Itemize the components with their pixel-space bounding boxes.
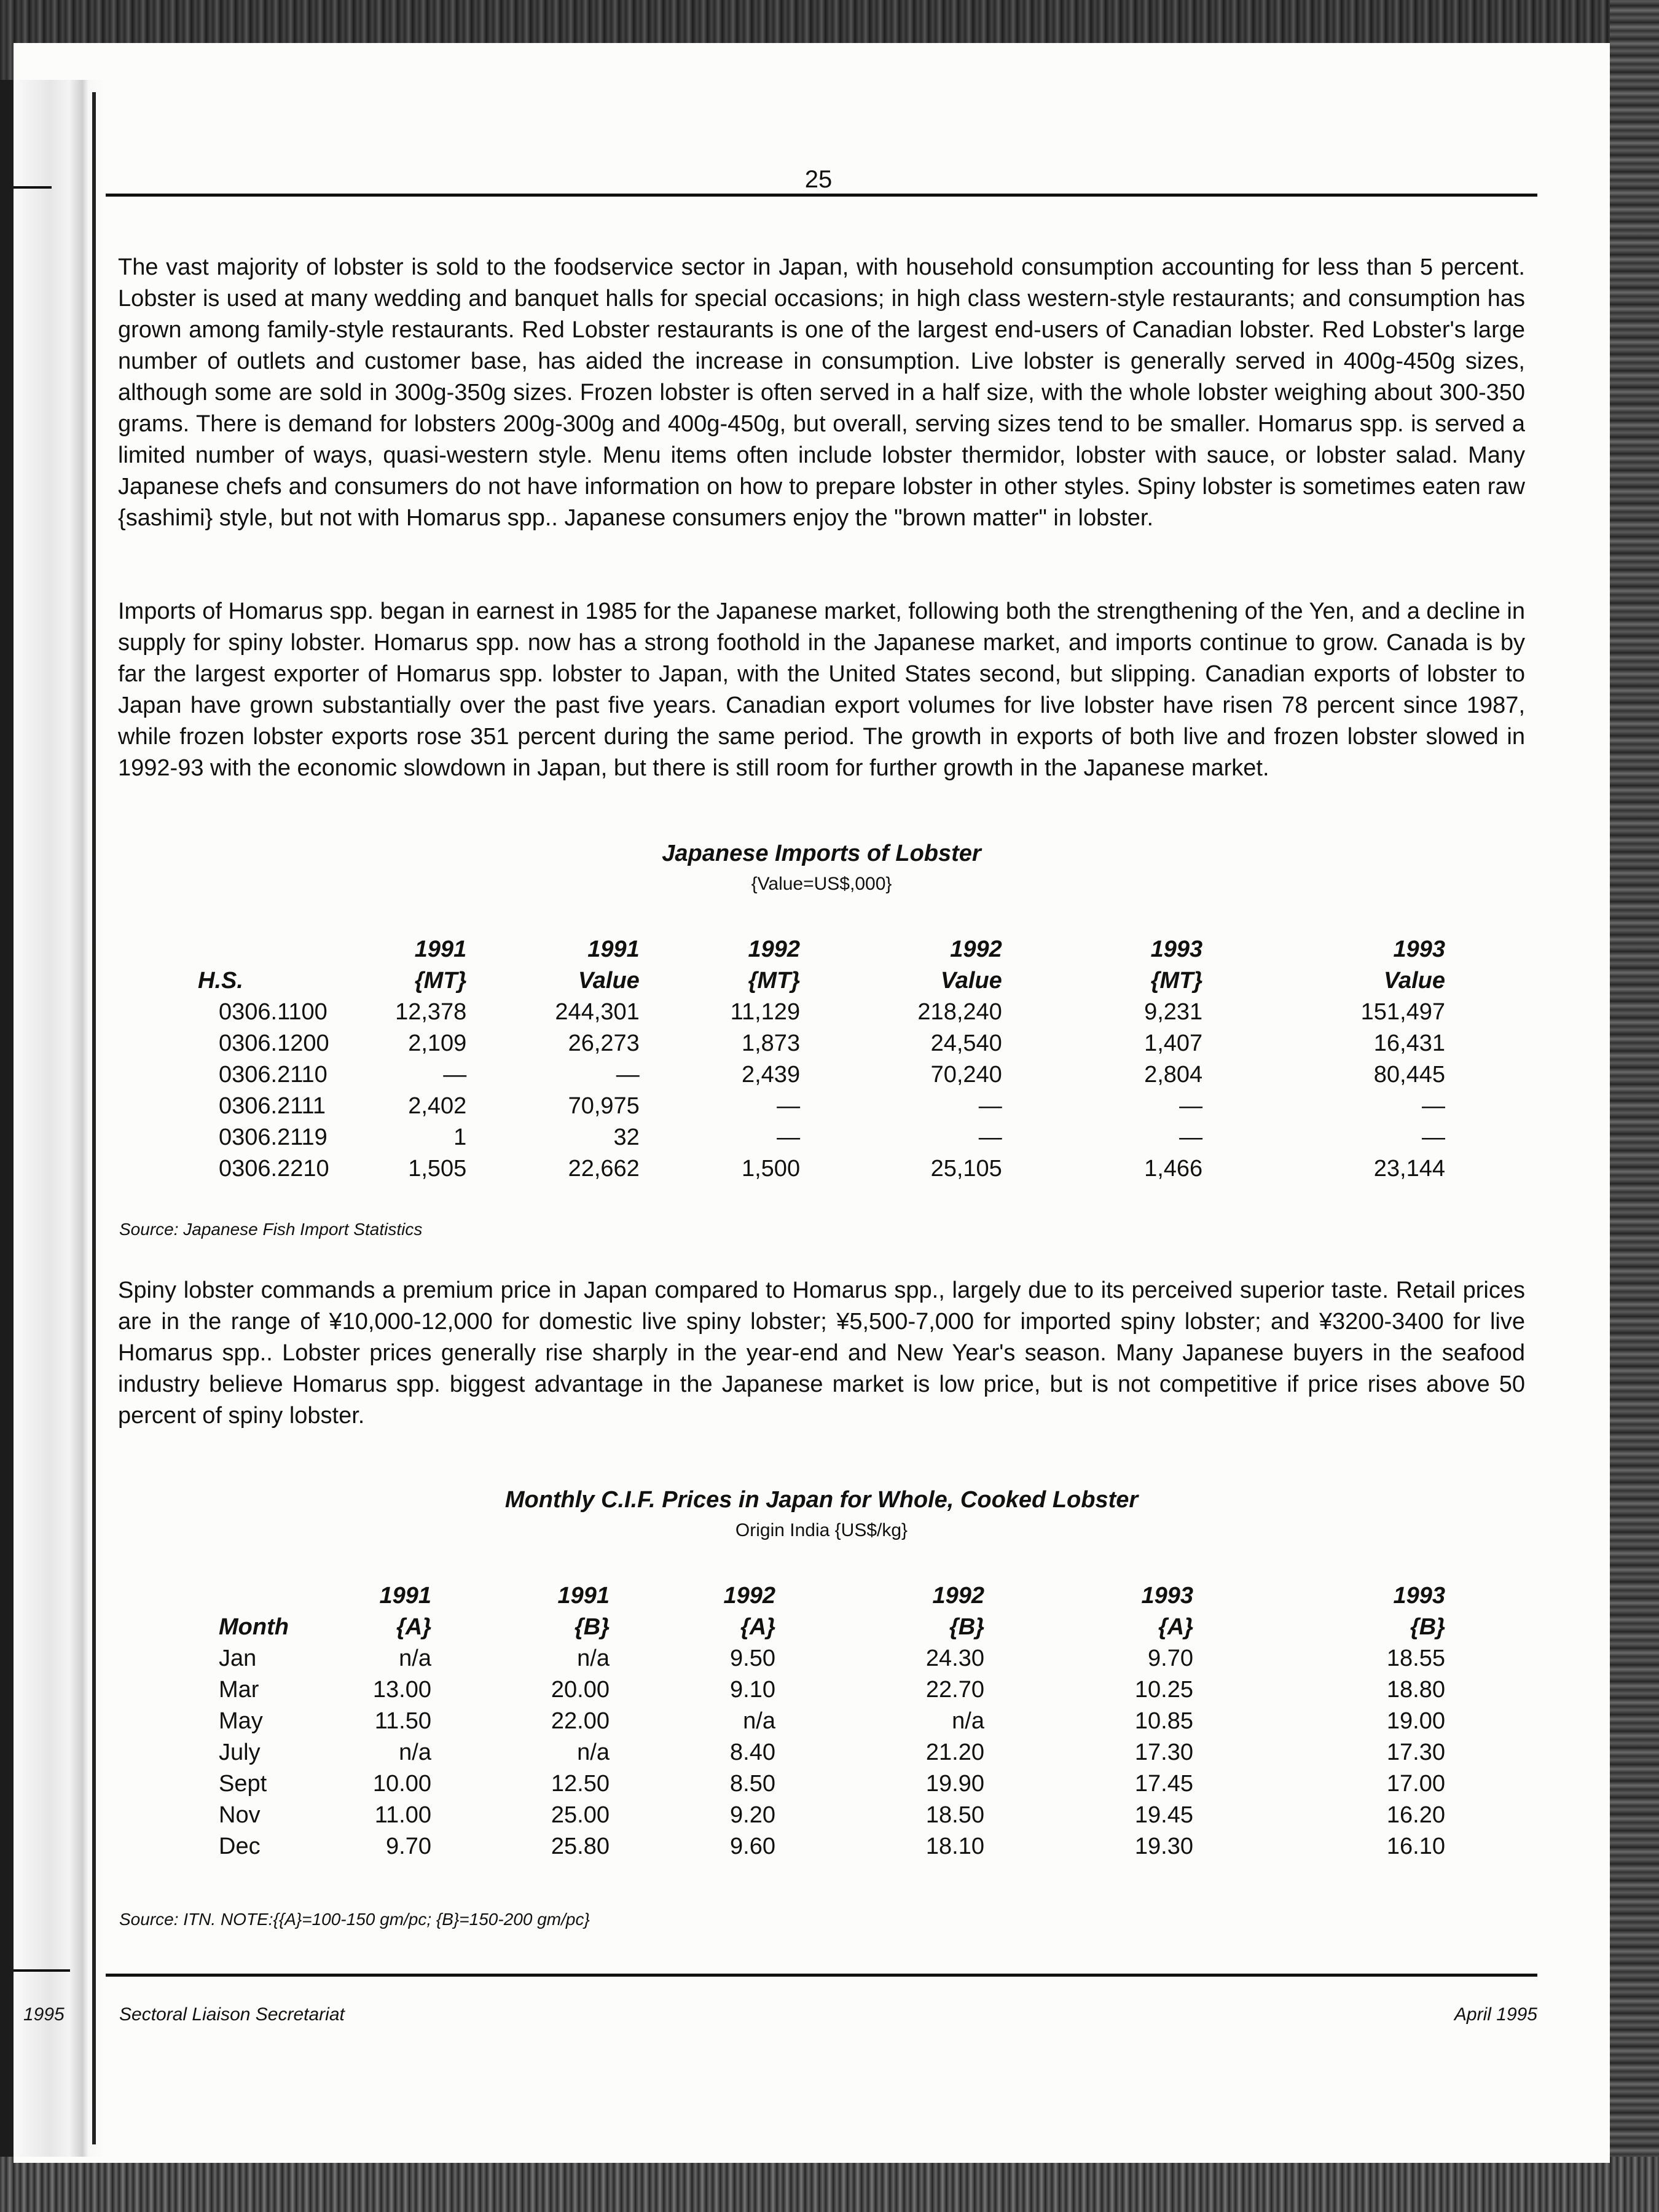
table-cell: 18.55	[1386, 1645, 1445, 1671]
unit-header: {A}	[1158, 1614, 1193, 1640]
table-cell: 10.00	[372, 1771, 431, 1797]
table-cell: 21.20	[925, 1739, 984, 1765]
unit-header: {MT}	[414, 968, 467, 994]
table-cell: 1,505	[408, 1156, 467, 1182]
table-cell: 25.00	[551, 1802, 610, 1828]
month-label: May	[219, 1708, 263, 1734]
table-row	[198, 997, 1445, 1028]
footer-right: April 1995	[1454, 2004, 1537, 2025]
year-header: 1991	[587, 936, 640, 962]
table-cell: 11.00	[374, 1802, 431, 1828]
table-cell: 80,445	[1373, 1062, 1445, 1088]
month-label: Dec	[219, 1834, 261, 1859]
imports-table-title: Japanese Imports of Lobster	[662, 841, 981, 866]
table-cell: n/a	[399, 1739, 431, 1765]
unit-header: {MT}	[748, 968, 801, 994]
table-cell: —	[1179, 1093, 1203, 1119]
hs-code: 0306.2110	[219, 1062, 327, 1088]
footer-left: Sectoral Liaison Secretariat	[119, 2004, 345, 2025]
margin-year: 1995	[23, 2004, 65, 2025]
document-page	[14, 43, 1610, 2163]
hs-code: 0306.1100	[219, 999, 327, 1025]
table-cell: 23,144	[1373, 1156, 1445, 1182]
table-row	[198, 1768, 1445, 1800]
table-cell: 17.30	[1134, 1739, 1193, 1765]
paragraph-imports: Imports of Homarus spp. began in earnest in 1985 for the Japanese market, following both the strengthening of the Yen, and a decline in supply for spiny lobster. Homarus spp. now has a strong foothold in the Japanese market, and imports continue to grow. Canada is by far the largest exporter of Homarus spp. lobster to Japan, with the United States second, but slipping. Canadian exports of lobster to Japan have grown substantially over the past five years. Canadian export volumes for live lobster have risen 78 percent since 1987, while frozen lobster exports rose 351 percent during the same period. The growth in exports of both live and frozen lobster slowed in 1992-93 with the economic slowdown in Japan, but there is still room for further growth in the Japanese market.	[118, 598, 1525, 781]
unit-header: {MT}	[1150, 968, 1203, 994]
table-cell: 1,873	[741, 1030, 801, 1056]
paragraph-consumption: The vast majority of lobster is sold to the foodservice sector in Japan, with household consumption accounting for less than 5 percent. Lobster is used at many wedding and banquet halls for special occasions; in high class western-style restaurants; and consumption has grown among family-style restaurants. Red Lobster restaurants is one of the largest end-users of Canadian lobster. Red Lobster's large number of outlets and customer base, has aided the increase in consumption. Live lobster is generally served in 400g-450g sizes, although some are sold in 300g-350g sizes. Frozen lobster is often served in a half size, with the whole lobster weighing about 300-350 grams. There is demand for lobsters 200g-300g and 400g-450g, but overall, serving sizes tend to be smaller. Homarus spp. is served a limited number of ways, quasi-western style. Menu items often include lobster thermidor, lobster with sauce, or lobster salad. Many Japanese chefs and consumers do not have information on how to prepare lobster in other styles. Spiny lobster is sometimes eaten raw {sashimi} style, but not with Homarus spp.. Japanese consumers enjoy the "brown matter" in lobster.	[118, 254, 1525, 531]
table-cell: 32	[613, 1124, 640, 1150]
table-cell: 22.00	[551, 1708, 610, 1734]
scan-border-bottom	[0, 2157, 1659, 2212]
year-header: 1991	[379, 1583, 431, 1609]
imports-table-subtitle: {Value=US$,000}	[751, 874, 892, 894]
table-cell: —	[616, 1062, 640, 1088]
year-header: 1993	[1141, 1583, 1193, 1609]
table-cell: 8.40	[730, 1739, 775, 1765]
table-cell: 1	[453, 1124, 467, 1150]
prices-unit-row	[198, 1612, 1445, 1643]
hs-header: H.S.	[198, 968, 243, 994]
table-cell: 18.50	[925, 1802, 984, 1828]
table-cell: 1,466	[1144, 1156, 1203, 1182]
table-cell: 17.00	[1386, 1771, 1445, 1797]
unit-header: {A}	[396, 1614, 431, 1640]
table-cell: 25.80	[551, 1834, 610, 1859]
table-cell: 24.30	[925, 1645, 984, 1671]
table-cell: 20.00	[551, 1677, 610, 1703]
header-rule	[106, 194, 1537, 197]
table-cell: 1,500	[741, 1156, 801, 1182]
table-row	[198, 1643, 1445, 1674]
table-cell: —	[1422, 1093, 1445, 1119]
hs-code: 0306.2111	[219, 1093, 326, 1119]
unit-header: Value	[940, 968, 1002, 994]
table-row	[198, 1122, 1445, 1153]
table-cell: 70,240	[930, 1062, 1002, 1088]
table-cell: 19.45	[1134, 1802, 1193, 1828]
table-cell: 16,431	[1373, 1030, 1445, 1056]
table-row	[198, 1674, 1445, 1706]
year-header: 1992	[723, 1583, 775, 1609]
table-row	[198, 1800, 1445, 1831]
table-cell: 2,439	[741, 1062, 801, 1088]
table-cell: 19.00	[1386, 1708, 1445, 1734]
table-cell: 9.50	[730, 1645, 775, 1671]
table-cell: —	[777, 1124, 801, 1150]
year-header: 1991	[414, 936, 467, 962]
table-row	[198, 1737, 1445, 1768]
table-cell: 1,407	[1144, 1030, 1203, 1056]
table-cell: 11.50	[374, 1708, 431, 1734]
prices-table	[198, 1580, 1445, 1862]
paragraph-prices: Spiny lobster commands a premium price in Japan compared to Homarus spp., largely due to its perceived superior taste. Retail prices are in the range of ¥10,000-12,000 for domestic live spiny lobster; ¥5,500-7,000 for imported spiny lobster; and ¥3200-3400 for live Homarus spp.. Lobster prices generally rise sharply in the year-end and New Year's season. Many Japanese buyers in the seafood industry believe Homarus spp. biggest advantage in the Japanese market is low price, but is not competitive if price rises above 50 percent of spiny lobster.	[118, 1277, 1525, 1429]
margin-tick-bottom	[14, 1969, 70, 1972]
binding-edge	[92, 92, 96, 2144]
table-cell: 22.70	[925, 1677, 984, 1703]
table-cell: 10.25	[1134, 1677, 1193, 1703]
table-cell: —	[1179, 1124, 1203, 1150]
imports-year-row	[198, 934, 1445, 965]
hs-code: 0306.1200	[219, 1030, 329, 1056]
table-cell: —	[978, 1093, 1002, 1119]
table-cell: —	[1422, 1124, 1445, 1150]
table-cell: 19.90	[925, 1771, 984, 1797]
margin-tick-top	[14, 186, 52, 189]
table-cell: 9.70	[1148, 1645, 1193, 1671]
prices-table-source: Source: ITN. NOTE:{{A}=100-150 gm/pc; {B}=150-200 gm/pc}	[119, 1910, 590, 1929]
table-cell: 26,273	[568, 1030, 640, 1056]
unit-header: {B}	[574, 1614, 610, 1640]
year-header: 1992	[748, 936, 801, 962]
table-cell: —	[978, 1124, 1002, 1150]
month-label: Mar	[219, 1677, 259, 1703]
prices-year-row	[198, 1580, 1445, 1612]
unit-header: Value	[578, 968, 640, 994]
table-cell: 19.30	[1134, 1834, 1193, 1859]
unit-header: {A}	[740, 1614, 775, 1640]
table-cell: 12.50	[551, 1771, 610, 1797]
table-cell: 2,804	[1144, 1062, 1203, 1088]
table-cell: n/a	[577, 1739, 610, 1765]
table-cell: 25,105	[930, 1156, 1002, 1182]
table-cell: —	[443, 1062, 467, 1088]
month-header: Month	[219, 1614, 289, 1640]
table-cell: 8.50	[730, 1771, 775, 1797]
year-header: 1992	[932, 1583, 984, 1609]
unit-header: {B}	[1410, 1614, 1445, 1640]
month-label: Jan	[219, 1645, 257, 1671]
table-cell: n/a	[399, 1645, 431, 1671]
prices-table-subtitle: Origin India {US$/kg}	[735, 1520, 908, 1540]
year-header: 1993	[1150, 936, 1203, 962]
table-cell: 151,497	[1360, 999, 1445, 1025]
year-header: 1993	[1393, 936, 1445, 962]
table-cell: 9.60	[730, 1834, 775, 1859]
hs-code: 0306.2210	[219, 1156, 329, 1182]
table-cell: 11,129	[730, 999, 801, 1025]
table-cell: 16.10	[1386, 1834, 1445, 1859]
year-header: 1991	[557, 1583, 610, 1609]
year-header: 1992	[950, 936, 1002, 962]
table-cell: 9,231	[1144, 999, 1203, 1025]
table-row	[198, 1028, 1445, 1059]
table-cell: 10.85	[1134, 1708, 1193, 1734]
imports-table	[198, 934, 1445, 1185]
table-row	[198, 1091, 1445, 1122]
table-cell: n/a	[952, 1708, 984, 1734]
table-cell: n/a	[577, 1645, 610, 1671]
table-cell: 2,109	[408, 1030, 467, 1056]
table-row	[198, 1706, 1445, 1737]
hs-code: 0306.2119	[219, 1124, 327, 1150]
table-cell: 18.10	[925, 1834, 984, 1859]
unit-header: Value	[1384, 968, 1445, 994]
table-cell: 2,402	[408, 1093, 467, 1119]
table-cell: n/a	[743, 1708, 775, 1734]
table-cell: —	[777, 1093, 801, 1119]
table-cell: 70,975	[568, 1093, 640, 1119]
page-number: 25	[804, 166, 833, 193]
table-cell: 18.80	[1386, 1677, 1445, 1703]
month-label: July	[219, 1739, 261, 1765]
table-row	[198, 1831, 1445, 1862]
table-cell: 218,240	[917, 999, 1002, 1025]
table-cell: 244,301	[555, 999, 640, 1025]
table-cell: 9.10	[730, 1677, 775, 1703]
table-cell: 24,540	[930, 1030, 1002, 1056]
table-cell: 12,378	[395, 999, 467, 1025]
imports-unit-row	[198, 965, 1445, 997]
scan-border-right	[1610, 0, 1659, 2212]
unit-header: {B}	[949, 1614, 984, 1640]
table-row	[198, 1153, 1445, 1185]
table-cell: 17.30	[1386, 1739, 1445, 1765]
table-cell: 17.45	[1134, 1771, 1193, 1797]
prices-table-title: Monthly C.I.F. Prices in Japan for Whole, Cooked Lobster	[504, 1487, 1139, 1513]
table-cell: 9.20	[730, 1802, 775, 1828]
imports-table-source: Source: Japanese Fish Import Statistics	[119, 1220, 423, 1239]
month-label: Sept	[219, 1771, 267, 1797]
table-cell: 9.70	[386, 1834, 431, 1859]
table-row	[198, 1059, 1445, 1091]
month-label: Nov	[219, 1802, 261, 1828]
table-cell: 16.20	[1386, 1802, 1445, 1828]
table-cell: 22,662	[568, 1156, 640, 1182]
footer-rule	[106, 1974, 1537, 1977]
year-header: 1993	[1393, 1583, 1445, 1609]
table-cell: 13.00	[372, 1677, 431, 1703]
